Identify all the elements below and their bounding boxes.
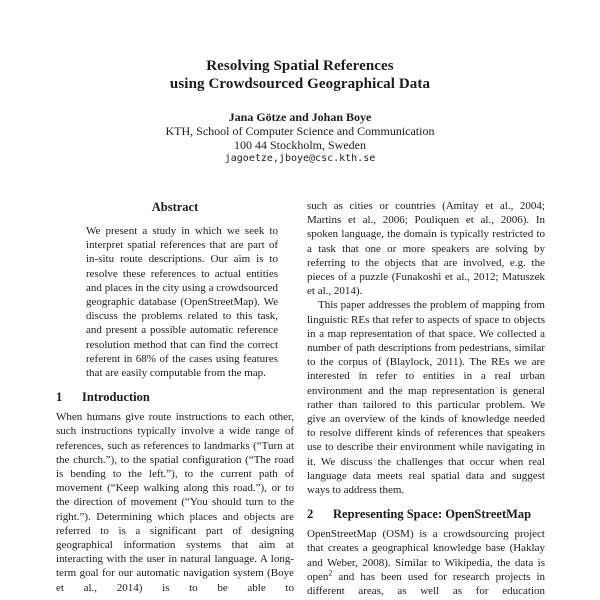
paper-title-line-1: Resolving Spatial References: [206, 58, 394, 74]
affiliation-line-1: KTH, School of Computer Science and Communication: [165, 124, 435, 138]
abstract-heading: Abstract: [151, 200, 199, 214]
abstract-text: We present a study in which we seek to interpret spatial references that are part of in-situ route descriptions. Our aim is to resolve these references to actual entities and places in the city using a crowdsourced geographic database (OpenStreetMap). We discuss the problems related to this task, and present a possible automatic reference resolution method that can find the correct referent in 68% of the cases using features that are easily computable from the map.: [86, 225, 278, 380]
section-1-number: 1: [56, 390, 63, 405]
authors-line: Jana Götze and Johan Boye: [228, 110, 372, 124]
paper-overview-paragraph: This paper addresses the problem of mapping from linguistic REs that refer to aspects of space to objects in a map representation of that space. We collected a number of path descriptions from pedestrians, similar to the corpus of (Blaylock, 2011). The REs we are interested in refer to entities in a real urban environment and the map representation is general rather than tailored to this particular problem. We give an overview of the kinds of knowledge needed to resolve different kinds of references that speakers use to describe their environment while navigating in it. We discuss the challenges that occur when real language data meets real spatial data and suggest ways to address them.: [307, 299, 545, 497]
section-2-number: 2: [307, 507, 314, 522]
osm-paragraph-post: and has been used for research projects in different areas, as well as for education: [307, 570, 545, 598]
paper-header: [0, 0, 600, 166]
introduction-paragraph: When humans give route instructions to each other, such instructions typically involve a wide range of references, such as references to landmarks (“Turn at the church.”), to the spatial configuration (“The road is bending to the left.”), to the current path of movement (“Keep walking along this road.”), or to the direction of movement (“You should turn to the right.”). Determining which places and objects are referred to is a significant part of designing geographical information systems that aim at interacting with the user in natural language. A long-term goal for our automatic navigation system (Boye et al., 2014) is to be able to: [56, 411, 294, 594]
continuation-paragraph: such as cities or countries (Amitay et al., 2004; Martins et al., 2006; Pouliquen et al., 2006). In spoken language, the domain is typically restricted to a task that one or more speakers are solving by referring to the objects that are involved, e.g. the pieces of a puzzle (Funakoshi et al., 2012; Matuszek et al., 2014).: [307, 200, 545, 298]
osm-paragraph-pre: OpenStreetMap (OSM) is a crowdsourcing project that creates a geographical knowledge base (Haklay and Weber, 2008). Similar to Wikipedia, the data is open: [307, 528, 545, 583]
footnote-marker: 2: [328, 568, 333, 578]
section-1-heading: [56, 389, 294, 405]
abstract-body: [86, 224, 278, 380]
left-column: [56, 199, 294, 598]
email-line: jagoetze,jboye@csc.kth.se: [224, 153, 376, 164]
section-2-heading: [307, 506, 545, 522]
osm-paragraph: [307, 527, 545, 598]
paper-title-line-2: using Crowdsourced Geographical Data: [169, 76, 431, 92]
section-2-title: Representing Space: OpenStreetMap: [333, 507, 532, 522]
two-column-body: [56, 199, 545, 598]
affiliation-line-2: 100 44 Stockholm, Sweden: [234, 138, 366, 152]
section-1-title: Introduction: [82, 390, 150, 405]
right-column: [307, 199, 545, 598]
